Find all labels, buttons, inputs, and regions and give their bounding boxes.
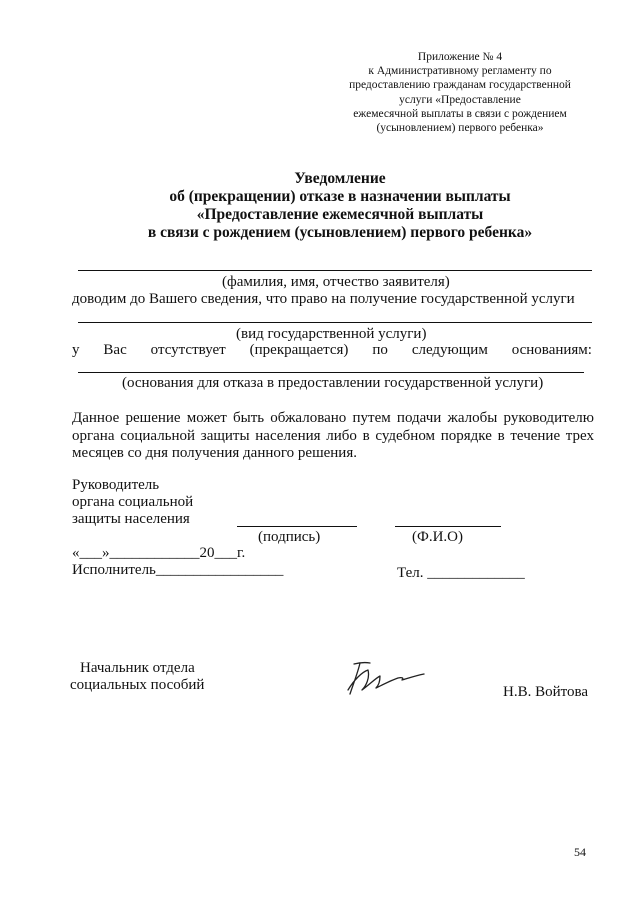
head-title-line-3: защиты населения (72, 511, 190, 527)
executor-line: Исполнитель_________________ (72, 562, 284, 578)
chief-name: Н.В. Войтова (503, 684, 589, 700)
title-line-2: об (прекращении) отказе в назначении выплаты (169, 188, 511, 205)
title-line-4: в связи с рождением (усыновлением) первого ребенка» (147, 224, 533, 241)
appendix-line-6: (усыновлением) первого ребенка» (376, 122, 544, 135)
head-title-line-2: органа социальной (72, 494, 194, 510)
fio-sign-caption: (Ф.И.О) (412, 529, 464, 545)
reason-caption: (основания для отказа в предоставлении государственной услуги) (122, 375, 544, 391)
handwritten-signature (340, 660, 430, 700)
appendix-line-4: услуги «Предоставление (399, 93, 521, 106)
document-title (60, 170, 620, 242)
chief-title-line-1: Начальник отдела (80, 660, 195, 676)
reasons-text (72, 342, 592, 359)
reason-word: (прекращается) (249, 342, 349, 358)
appendix-line-5: ежемесячной выплаты в связи с рождением (353, 107, 567, 120)
signature-blank-line (237, 526, 357, 527)
reason-word: следующим (411, 342, 488, 358)
reason-word: по (372, 342, 388, 358)
fio-caption: (фамилия, имя, отчество заявителя) (222, 274, 450, 290)
reason-word: Вас (103, 342, 127, 358)
reason-word: отсутствует (150, 342, 226, 358)
chief-title-line-2: социальных пособий (70, 677, 205, 693)
reason-word: основаниям: (511, 342, 592, 358)
reason-blank-line (78, 372, 584, 373)
head-title-line-1: Руководитель (72, 477, 160, 493)
notify-text: доводим до Вашего сведения, что право на получение государственной услуги (72, 291, 575, 307)
appendix-line-3: предоставлению гражданам государственной (349, 79, 571, 92)
title-line-3: «Предоставление ежемесячной выплаты (196, 206, 484, 223)
fio-blank-line (78, 270, 592, 271)
page-number: 54 (574, 845, 586, 859)
service-blank-line (78, 322, 592, 323)
signature-caption: (подпись) (258, 529, 321, 545)
phone-line: Тел. _____________ (397, 565, 525, 581)
title-line-1: Уведомление (294, 170, 386, 187)
reason-word: у (72, 342, 80, 358)
service-caption: (вид государственной услуги) (236, 326, 427, 342)
appendix-line-1: Приложение № 4 (417, 51, 503, 63)
appendix-line-2: к Административному регламенту по (368, 65, 552, 78)
fio-sign-blank-line (395, 526, 501, 527)
appendix-header (330, 50, 590, 135)
date-line: «___»____________20___г. (72, 545, 246, 561)
appeal-paragraph: Данное решение может быть обжаловано путем подачи жалобы руководителю органа социальной защиты населения либо в судебном порядке в течение трех месяцев со дня получения данного решения. (72, 410, 594, 461)
